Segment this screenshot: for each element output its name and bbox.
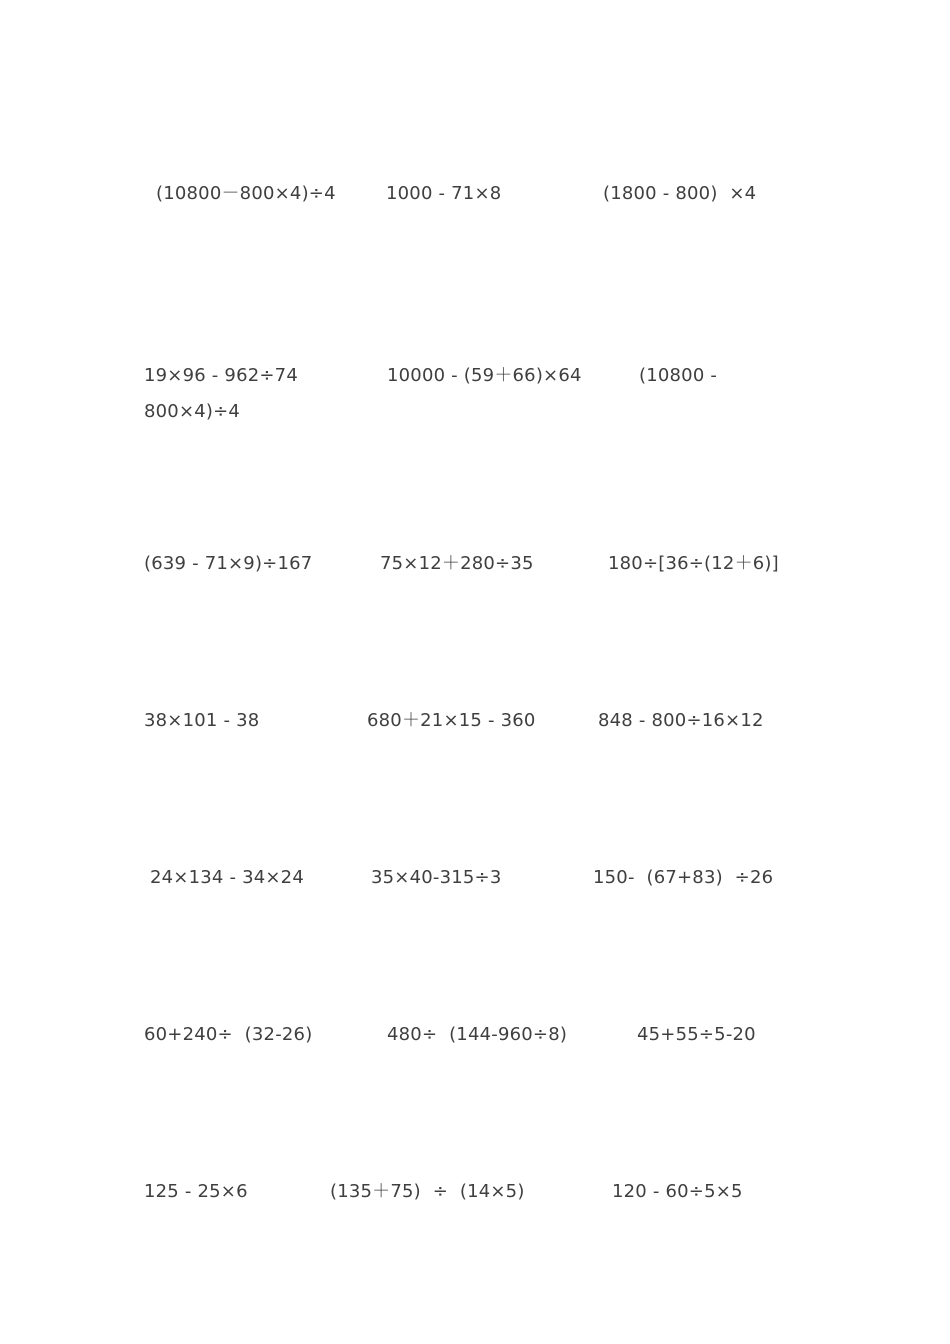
- expression-row2-col3: (10800 -: [639, 365, 718, 386]
- expression-row3-col2: 75×12＋280÷35: [380, 553, 534, 574]
- expression-row4-col1: 38×101 - 38: [144, 710, 260, 731]
- expression-row7-col2: (135＋75) ÷ (14×5): [330, 1181, 525, 1202]
- expression-row2-col2: 10000 - (59＋66)×64: [387, 365, 582, 386]
- expression-row6-col2: 480÷ (144-960÷8): [387, 1024, 568, 1045]
- expression-row6-col1: 60+240÷ (32-26): [144, 1024, 313, 1045]
- expression-row1-col2: 1000 - 71×8: [386, 183, 502, 204]
- expression-row3-col3: 180÷[36÷(12＋6)]: [608, 553, 779, 574]
- expression-row5-col3: 150- (67+83) ÷26: [593, 867, 774, 888]
- expression-row5-col2: 35×40-315÷3: [371, 867, 502, 888]
- expression-row1-col3: (1800 - 800) ×4: [603, 183, 757, 204]
- expression-row4-col2: 680＋21×15 - 360: [367, 710, 536, 731]
- expression-row6-col3: 45+55÷5-20: [637, 1024, 756, 1045]
- expression-row4-col3: 848 - 800÷16×12: [598, 710, 764, 731]
- expression-row1-col1: (10800－800×4)÷4: [156, 183, 336, 204]
- expression-row2-col3-continued: 800×4)÷4: [144, 401, 241, 422]
- expression-row5-col1: 24×134 - 34×24: [150, 867, 304, 888]
- expression-row7-col1: 125 - 25×6: [144, 1181, 248, 1202]
- expression-row7-col3: 120 - 60÷5×5: [612, 1181, 743, 1202]
- expression-row3-col1: (639 - 71×9)÷167: [144, 553, 313, 574]
- expression-row2-col1: 19×96 - 962÷74: [144, 365, 298, 386]
